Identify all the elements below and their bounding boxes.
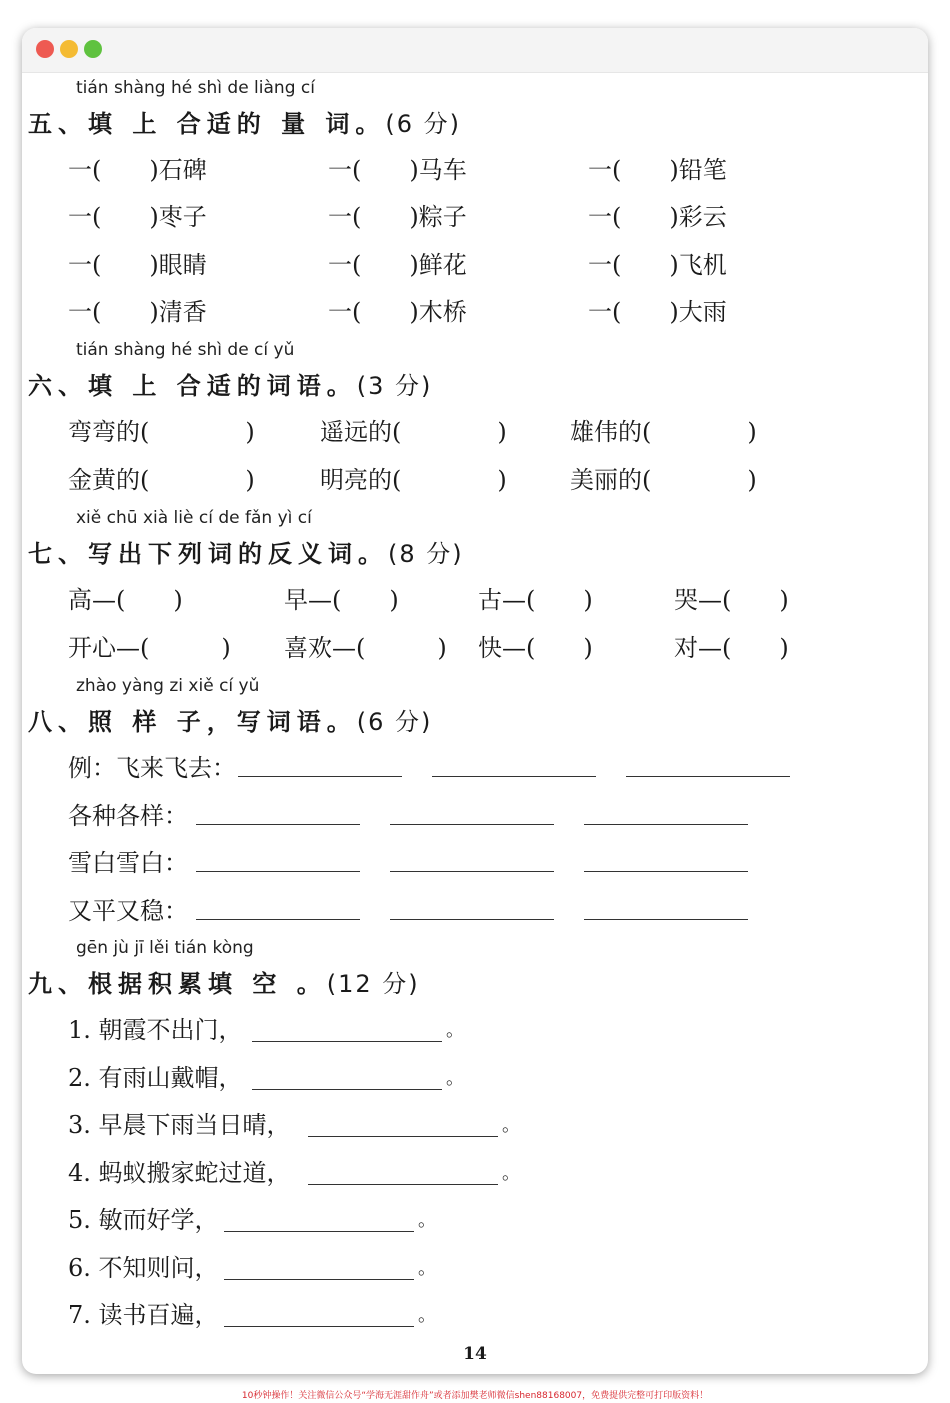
measure-word-item: 一( )石碑 bbox=[68, 156, 207, 184]
section8-heading bbox=[28, 702, 432, 737]
section5-title: 五、填 上 合适的 量 词。 bbox=[28, 110, 386, 138]
phrase-item: 遥远的( ) bbox=[320, 418, 507, 446]
period-mark: 。 bbox=[418, 1305, 436, 1326]
measure-word-item: 一( )彩云 bbox=[588, 203, 727, 231]
phrase-item: 金黄的( ) bbox=[68, 466, 255, 494]
proverb-prompt: 4. 蚂蚁搬家蛇过道， bbox=[68, 1159, 291, 1187]
section5-heading bbox=[28, 104, 461, 139]
section7-heading bbox=[28, 534, 464, 569]
measure-word-item: 一( )飞机 bbox=[588, 251, 727, 279]
answer-blank[interactable] bbox=[584, 919, 748, 920]
phrase-item: 弯弯的( ) bbox=[68, 418, 255, 446]
page-number: 14 bbox=[463, 1344, 487, 1364]
period-mark: 。 bbox=[418, 1210, 436, 1231]
measure-word-item: 一( )枣子 bbox=[68, 203, 207, 231]
phrase-item: 明亮的( ) bbox=[320, 466, 507, 494]
answer-blank[interactable] bbox=[196, 919, 360, 920]
answer-blank[interactable] bbox=[196, 871, 360, 872]
section8-title: 八、照 样 子，写词语。 bbox=[28, 708, 357, 736]
answer-blank[interactable] bbox=[224, 1326, 414, 1327]
section6-score: (3 分) bbox=[356, 372, 433, 400]
measure-word-item: 一( )铅笔 bbox=[588, 156, 727, 184]
antonym-item: 古—( ) bbox=[478, 586, 593, 614]
answer-blank[interactable] bbox=[224, 1279, 414, 1280]
section9-score: (12 分) bbox=[326, 970, 420, 998]
measure-word-item: 一( )眼睛 bbox=[68, 251, 207, 279]
antonym-item: 对—( ) bbox=[674, 634, 789, 662]
answer-blank[interactable] bbox=[626, 776, 790, 777]
measure-word-item: 一( )木桥 bbox=[328, 298, 467, 326]
measure-word-item: 一( )清香 bbox=[68, 298, 207, 326]
antonym-item: 快—( ) bbox=[478, 634, 593, 662]
answer-blank[interactable] bbox=[196, 824, 360, 825]
close-window-button[interactable] bbox=[36, 40, 54, 58]
period-mark: 。 bbox=[446, 1020, 464, 1041]
promo-footer: 10秒钟操作！关注微信公众号“学海无涯甜作舟”或者添加樊老师微信shen88168007，免费提供完整可打印版资料！ bbox=[241, 1391, 709, 1401]
word-pattern-label: 又平又稳： bbox=[68, 897, 188, 925]
section9-heading bbox=[28, 964, 420, 999]
proverb-prompt: 1. 朝霞不出门， bbox=[68, 1016, 243, 1044]
proverb-prompt: 5. 敏而好学， bbox=[68, 1206, 219, 1234]
antonym-item: 早—( ) bbox=[284, 586, 399, 614]
antonym-item: 哭—( ) bbox=[674, 586, 789, 614]
phrase-item: 美丽的( ) bbox=[570, 466, 757, 494]
answer-blank[interactable] bbox=[224, 1231, 414, 1232]
word-pattern-label: 各种各样： bbox=[68, 802, 188, 830]
example-label: 例：飞来飞去： bbox=[68, 754, 236, 782]
answer-blank[interactable] bbox=[238, 776, 402, 777]
phrase-item: 雄伟的( ) bbox=[570, 418, 757, 446]
proverb-prompt: 3. 早晨下雨当日晴， bbox=[68, 1111, 291, 1139]
answer-blank[interactable] bbox=[308, 1136, 498, 1137]
answer-blank[interactable] bbox=[308, 1184, 498, 1185]
section6-pinyin: tián shàng hé shì de cí yǔ bbox=[76, 340, 295, 360]
period-mark: 。 bbox=[502, 1163, 520, 1184]
antonym-item: 开心—( ) bbox=[68, 634, 231, 662]
section9-pinyin: gēn jù jī lěi tián kòng bbox=[76, 938, 254, 958]
period-mark: 。 bbox=[502, 1115, 520, 1136]
minimize-window-button[interactable] bbox=[60, 40, 78, 58]
proverb-prompt: 2. 有雨山戴帽， bbox=[68, 1064, 243, 1092]
section7-score: (8 分) bbox=[388, 540, 464, 568]
antonym-item: 喜欢—( ) bbox=[284, 634, 447, 662]
answer-blank[interactable] bbox=[432, 776, 596, 777]
answer-blank[interactable] bbox=[390, 824, 554, 825]
measure-word-item: 一( )鲜花 bbox=[328, 251, 467, 279]
answer-blank[interactable] bbox=[584, 824, 748, 825]
answer-blank[interactable] bbox=[252, 1089, 442, 1090]
answer-blank[interactable] bbox=[390, 919, 554, 920]
section7-title: 七、写出下列词的反义词。 bbox=[28, 540, 388, 568]
answer-blank[interactable] bbox=[390, 871, 554, 872]
section7-pinyin: xiě chū xià liè cí de fǎn yì cí bbox=[76, 508, 312, 528]
section6-heading bbox=[28, 366, 432, 401]
proverb-prompt: 7. 读书百遍， bbox=[68, 1301, 219, 1329]
answer-blank[interactable] bbox=[252, 1041, 442, 1042]
section6-title: 六、填 上 合适的词语。 bbox=[28, 372, 357, 400]
section5-pinyin: tián shàng hé shì de liàng cí bbox=[76, 78, 315, 98]
section8-pinyin: zhào yàng zi xiě cí yǔ bbox=[76, 676, 260, 696]
measure-word-item: 一( )马车 bbox=[328, 156, 467, 184]
section5-score: (6 分) bbox=[385, 110, 462, 138]
antonym-item: 高—( ) bbox=[68, 586, 183, 614]
word-pattern-label: 雪白雪白： bbox=[68, 849, 188, 877]
answer-blank[interactable] bbox=[584, 871, 748, 872]
measure-word-item: 一( )粽子 bbox=[328, 203, 467, 231]
proverb-prompt: 6. 不知则问， bbox=[68, 1254, 219, 1282]
worksheet-page bbox=[22, 72, 928, 1374]
period-mark: 。 bbox=[446, 1068, 464, 1089]
period-mark: 。 bbox=[418, 1258, 436, 1279]
document-window bbox=[22, 28, 928, 1374]
measure-word-item: 一( )大雨 bbox=[588, 298, 727, 326]
maximize-window-button[interactable] bbox=[84, 40, 102, 58]
section8-score: (6 分) bbox=[356, 708, 433, 736]
window-titlebar bbox=[22, 28, 928, 73]
section9-title: 九、根据积累填 空 。 bbox=[28, 970, 327, 998]
